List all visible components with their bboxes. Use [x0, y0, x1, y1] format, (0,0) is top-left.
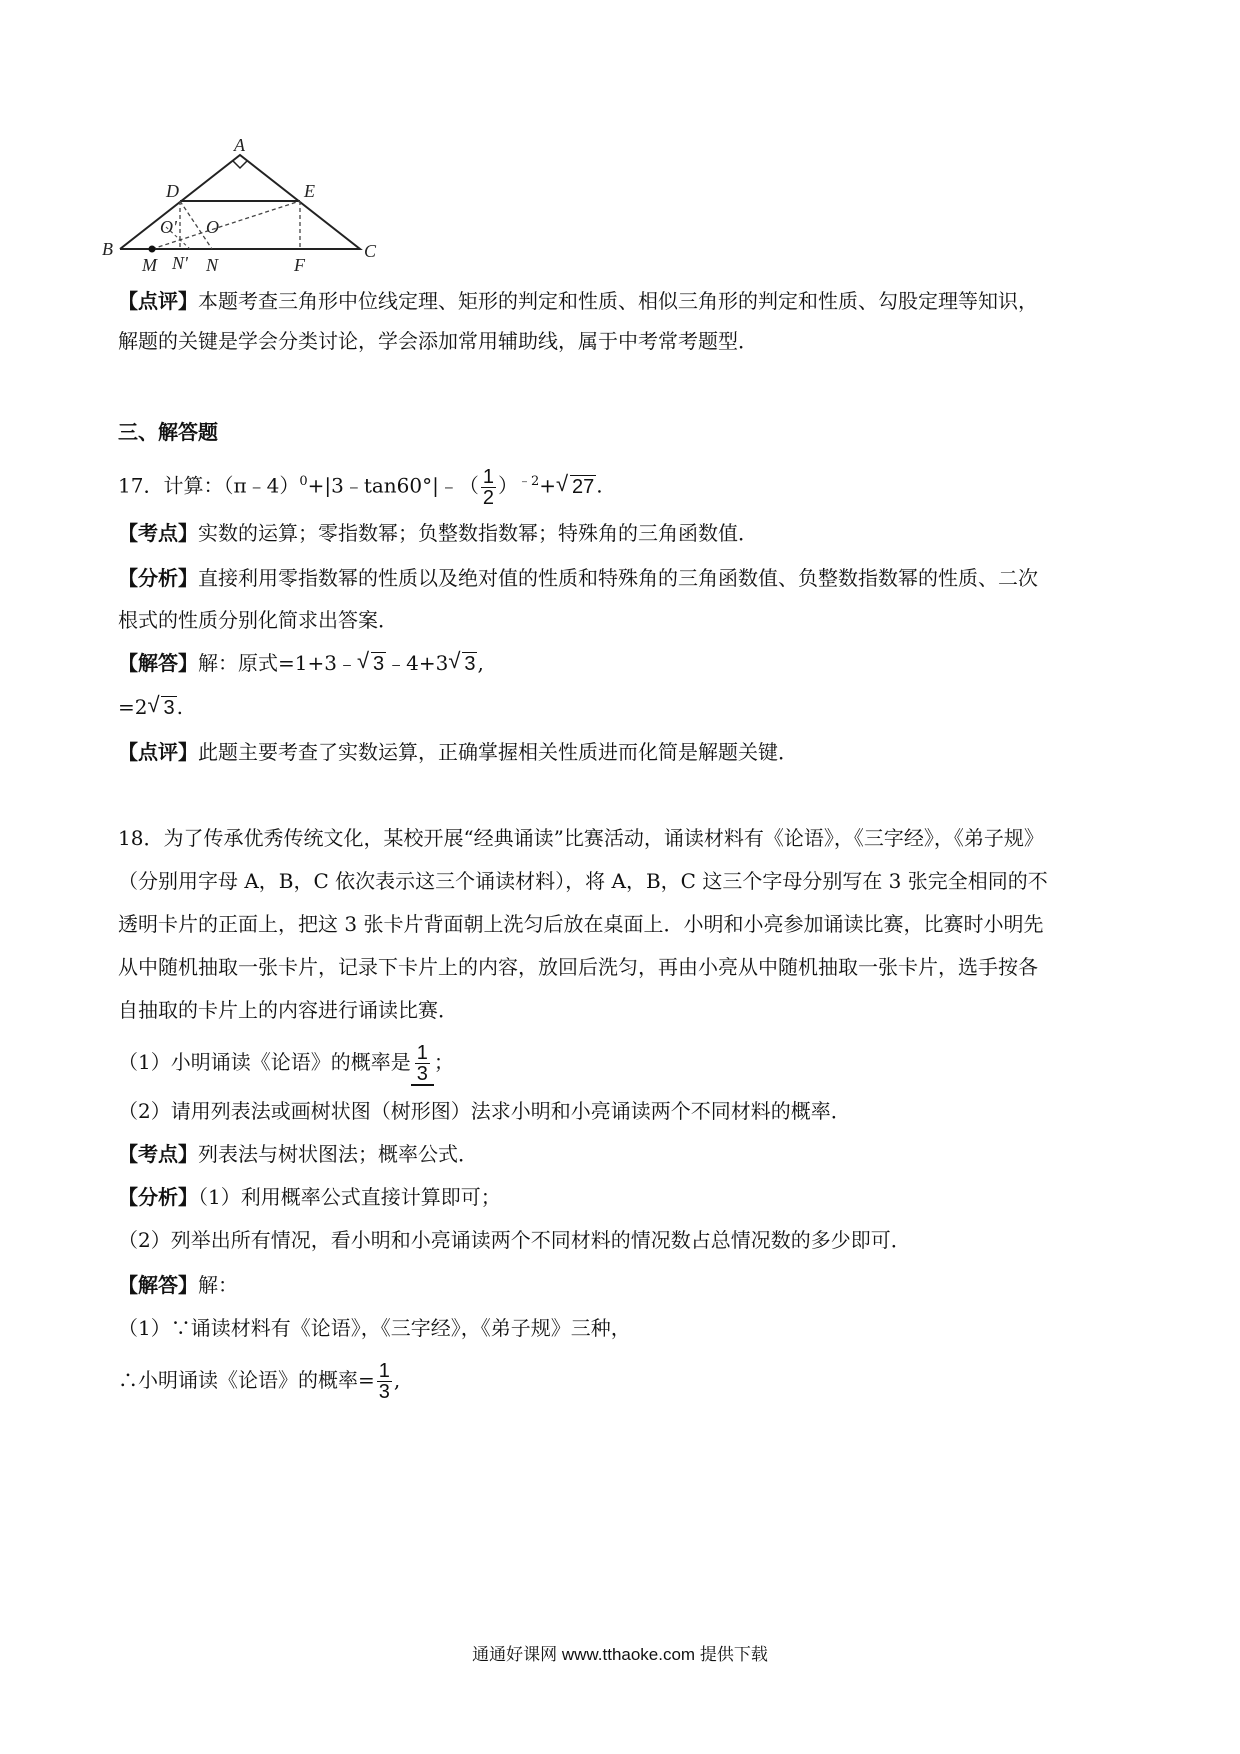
q18-jieda-tag: 【解答】: [118, 1273, 198, 1297]
q18-sub2: （2）请用列表法或画树状图（树形图）法求小明和小亮诵读两个不同材料的概率．: [118, 1099, 851, 1123]
q18-fenxi-2: （2）列举出所有情况，看小明和小亮诵读两个不同材料的情况数占总情况数的多少即可．: [118, 1228, 911, 1252]
q17-fenxi-text-1: 直接利用零指数幂的性质以及绝对值的性质和特殊角的三角函数值、负整数指数幂的性质、二次: [198, 566, 1038, 590]
q17-plus: +: [539, 473, 557, 498]
q17-frac-den: 2: [482, 486, 494, 509]
q18-line-1: 18．为了传承优秀传统文化，某校开展“经典诵读”比赛活动，诵读材料有《论语》，《三字经》，《弟子规》: [118, 826, 1044, 850]
q17-sqrt27: √ 27: [556, 470, 595, 498]
q17-kaodian-text: 实数的运算；零指数幂；负整数指数幂；特殊角的三角函数值．: [198, 521, 758, 545]
label-m: M: [142, 255, 157, 275]
review-line-1: [118, 286, 1038, 316]
q17-jieda-prefix: 解：原式=1+3﹣: [198, 651, 357, 675]
q18-line-4: 从中随机抽取一张卡片，记录下卡片上的内容，放回后洗匀，再由小亮从中随机抽取一张卡片，选手按各: [118, 955, 1038, 979]
label-c: C: [364, 241, 377, 261]
review-line-2: [118, 326, 758, 356]
q17-jieda-end: ,: [477, 651, 484, 675]
q17-jieda-tag: 【解答】: [118, 651, 198, 675]
label-b: B: [102, 239, 113, 259]
q18-kaodian: [118, 1139, 478, 1169]
section-title: 三、解答题: [118, 420, 218, 444]
label-o: O: [206, 217, 219, 237]
label-n1: N': [172, 253, 188, 273]
review-text-1: 本题考查三角形中位线定理、矩形的判定和性质、相似三角形的判定和性质、勾股定理等知识，: [198, 289, 1038, 313]
q17-prefix: 17．计算：（π﹣4）: [118, 473, 300, 498]
q17-frac-num: 1: [482, 465, 494, 488]
label-e: E: [304, 181, 315, 201]
label-f: F: [294, 255, 305, 275]
review-text-2: 解题的关键是学会分类讨论，学会添加常用辅助线，属于中考常考题型．: [118, 329, 758, 353]
q18-jieda: [118, 1270, 238, 1300]
q17-result: [118, 692, 183, 723]
q18-sol2-num: 1: [378, 1360, 390, 1382]
q17-exp0: 0: [299, 474, 308, 489]
q17-question: [118, 462, 603, 508]
right-angle-mark: [233, 161, 247, 168]
q17-fenxi-text-2: 根式的性质分别化简求出答案．: [118, 608, 398, 632]
q18-line-5: 自抽取的卡片上的内容进行诵读比赛．: [118, 998, 458, 1022]
q17-kaodian-tag: 【考点】: [118, 521, 198, 545]
q18-fenxi-tag: 【分析】: [118, 1185, 198, 1209]
q17-sqrt3-b-radicand: 3: [464, 653, 476, 675]
q17-dianping-tag: 【点评】: [118, 740, 198, 764]
label-a: A: [234, 135, 245, 155]
q17-exp-neg2: ﹣2: [517, 474, 540, 489]
q18-sol-1: （1）∵诵读材料有《论语》，《三字经》，《弟子规》三种，: [118, 1316, 631, 1340]
triangle-figure: [100, 135, 390, 310]
q17-jieda-mid: ﹣4+3: [386, 651, 449, 675]
q18-kaodian-text: 列表法与树状图法；概率公式．: [198, 1142, 478, 1166]
review-tag: 【点评】: [118, 289, 198, 313]
q17-dianping: [118, 737, 798, 767]
page-footer: 通通好课网 www.tthaoke.com 提供下载: [472, 1645, 768, 1664]
label-o1: O': [160, 217, 177, 237]
q17-sqrt27-radicand: 27: [572, 475, 595, 498]
q17-jieda: [118, 648, 484, 679]
q18-sol2-den: 3: [378, 1381, 390, 1403]
q18-line-2: （分别用字母 A，B，C 依次表示这三个诵读材料），将 A，B，C 这三个字母分别写在 3 张完全相同的不: [118, 869, 1048, 893]
q17-fenxi-1: [118, 563, 1038, 593]
q17-dianping-text: 此题主要考查了实数运算，正确掌握相关性质进而化简是解题关键．: [198, 740, 798, 764]
q18-sub1-answer-blank: [411, 1040, 434, 1086]
q18-sol2-end: ,: [393, 1368, 401, 1392]
q17-fenxi-2: [118, 605, 398, 635]
q17-sqrt3-b: √ 3: [448, 648, 476, 675]
q17-part2: +|3﹣tan60°|﹣（: [307, 473, 479, 498]
q18-sol2-prefix: ∴小明诵读《论语》的概率=: [118, 1368, 375, 1392]
q18-jieda-text: 解：: [198, 1273, 238, 1297]
label-n: N: [206, 255, 219, 275]
q18-fenxi-text-1: （1）利用概率公式直接计算即可；: [198, 1185, 501, 1209]
q17-part3: ）: [497, 473, 518, 498]
q17-sqrt3-c: √ 3: [147, 692, 175, 719]
q18-sub1: [118, 1040, 454, 1086]
q17-result-prefix: =2: [118, 695, 148, 719]
q18-sub1-den: 3: [416, 1063, 428, 1085]
q17-kaodian: [118, 518, 758, 548]
q17-fraction: [481, 467, 496, 508]
q17-end: .: [596, 473, 603, 498]
q18-sub1-end: ；: [433, 1050, 454, 1074]
q18-kaodian-tag: 【考点】: [118, 1142, 198, 1166]
q18-line-3: 透明卡片的正面上，把这 3 张卡片背面朝上洗匀后放在桌面上．小明和小亮参加诵读比赛，比赛时小明先: [118, 912, 1044, 936]
q17-fenxi-tag: 【分析】: [118, 566, 198, 590]
q18-sub1-prefix: （1）小明诵读《论语》的概率是: [118, 1050, 411, 1074]
q17-result-end: .: [176, 695, 183, 719]
q18-fenxi-1: [118, 1182, 501, 1212]
q17-sqrt3-a: √ 3: [356, 648, 385, 675]
q18-sub1-num: 1: [416, 1042, 428, 1064]
q17-sqrt3-a-radicand: 3: [372, 653, 385, 675]
q18-sol-2: [118, 1358, 400, 1402]
q17-sqrt3-c-radicand: 3: [163, 697, 175, 719]
label-d: D: [166, 181, 179, 201]
point-m: [149, 246, 156, 253]
